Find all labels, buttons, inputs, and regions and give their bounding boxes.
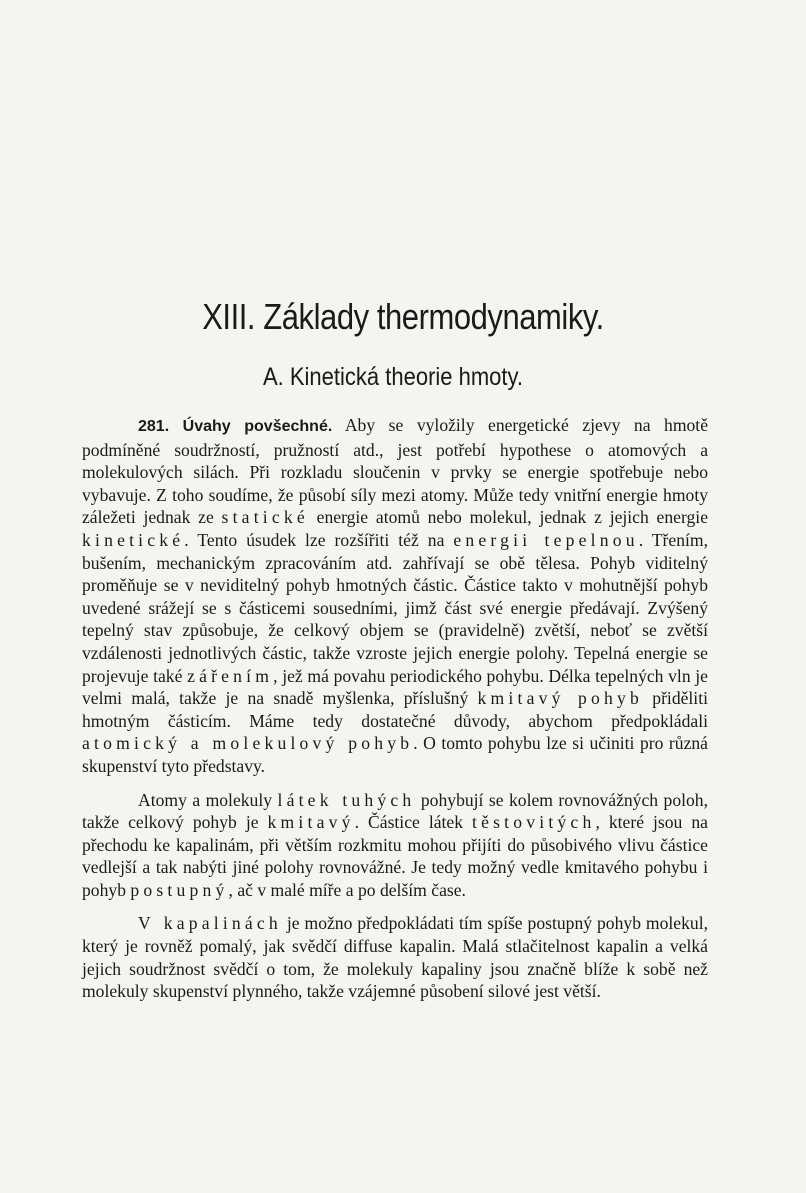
text-run: . Částice látek xyxy=(354,812,473,833)
text-run: přiděliti hmotným částicím. Máme tedy dostatečné důvody, abychom předpokládali xyxy=(82,688,708,731)
chapter-title: XIII. Základy thermodynamiky. xyxy=(202,296,604,337)
paragraph-heading: Úvahy povšechné. xyxy=(182,418,333,435)
text-run: Aby se vyložily energetické zjevy na hmotě podmíněné soudržností, pružností atd., jest potřebí hypothese o atomových a molekulových silách. Při rozkladu sloučenin v prvky se energie spotřebuje nebo vybavuje. Z toho soudíme, že působí síly mezi atomy. Může tedy vnitřní energie hmoty záležeti jednak ze xyxy=(82,415,709,528)
text-run: . O tomto pohybu lze si učiniti pro různá skupenství tyto představy. xyxy=(82,733,708,776)
spaced-term: V kapalinách xyxy=(138,913,282,934)
spaced-term: zářením xyxy=(187,665,274,686)
spaced-term: těstovitých xyxy=(472,812,596,833)
spaced-term: energii tepelnou xyxy=(453,529,639,550)
text-run: , které jsou na přechodu ke kapalinám, při větším rozkmitu mohou přijíti do působivého vlivu částice vedlejší a tak nabýti jiné polohy rovnovážné. Je tedy možný vedle kmitavého pohybu i pohyb xyxy=(82,812,708,900)
spaced-term: statické xyxy=(221,507,309,528)
section-number: 281. xyxy=(138,418,170,435)
text-run: , jež má povahu periodického pohybu. Délka tepelných vln je velmi malá, takže je na snadě myšlenka, příslušný xyxy=(82,665,708,709)
spaced-term: látek tuhých xyxy=(277,789,416,810)
spaced-term: atomický a molekulový pohyb xyxy=(82,733,414,754)
paragraph-281 xyxy=(82,414,708,778)
text-run: Atomy a molekuly xyxy=(138,789,278,810)
paragraph-solids xyxy=(82,789,708,902)
spaced-term: kinetické xyxy=(82,529,185,550)
spaced-term: kmitavý xyxy=(267,812,355,833)
paragraph-liquids xyxy=(82,912,708,1002)
text-run: pohybují se kolem rovnovážných poloh, takže celkový pohyb je xyxy=(82,789,709,833)
text-run: je možno předpokládati tím spíše postupný pohyb molekul, který je rovněž pomalý, jak svědčí diffuse kapalin. Malá stlačitelnost kapalin a velká jejich soudržnost svědčí o tom, že molekuly kapaliny jsou značně blíže k sobě než molekuly skupenství plynného, takže vzájemné působení silové jest větší. xyxy=(82,913,708,1002)
section-title: A. Kinetická theorie hmoty. xyxy=(262,363,524,391)
text-run: . Třením, bušením, mechanickým zpracováním atd. zahřívají se obě tělesa. Pohyb viditelný proměňuje se v neviditelný pohyb hmotných částic. Částice takto v mohutnější pohyb uvedené srážejí se s částicemi sousedními, jimž část své energie předávají. Zvýšený tepelný stav způsobuje, že celkový objem se (pravidelně) zvětší, neboť se zvětší vzdálenosti jednotlivých částic, takže vzroste jejich energie polohy. Tepelná energie se projevuje také xyxy=(82,529,708,686)
spaced-term: kmitavý pohyb xyxy=(477,688,644,709)
text-run: energie atomů nebo molekul, jednak z jejich energie xyxy=(308,507,708,528)
text-run: , ač v malé míře a po delším čase. xyxy=(228,879,466,900)
spaced-term: postupný xyxy=(130,879,229,900)
body-text xyxy=(82,414,708,1003)
text-run: . Tento úsudek lze rozšířiti též na xyxy=(184,529,454,550)
